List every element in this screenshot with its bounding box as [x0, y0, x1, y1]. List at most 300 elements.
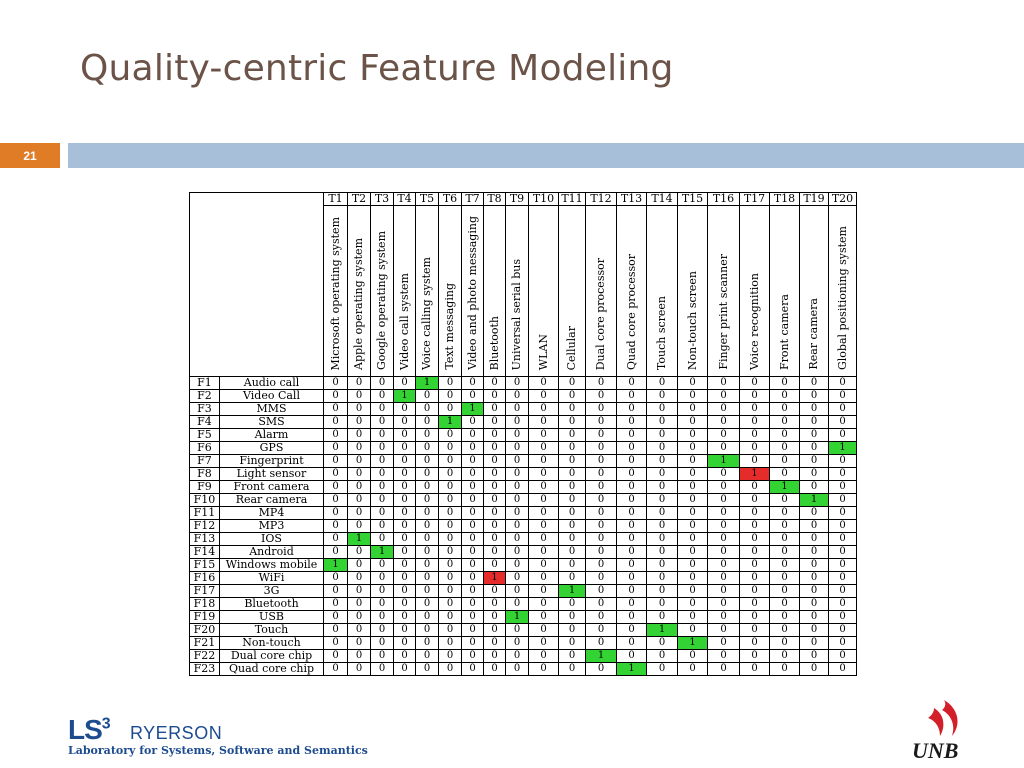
matrix-cell: 0	[617, 507, 647, 520]
matrix-cell: 0	[770, 455, 800, 468]
matrix-cell: 0	[586, 546, 617, 559]
matrix-cell: 0	[617, 624, 647, 637]
matrix-cell: 0	[800, 624, 829, 637]
matrix-cell: 1	[324, 559, 348, 572]
table-row	[190, 481, 857, 494]
matrix-cell: 0	[678, 455, 708, 468]
feature-technology-table	[189, 192, 857, 676]
matrix-cell: 0	[462, 650, 484, 663]
slide-title: Quality-centric Feature Modeling	[80, 48, 674, 89]
matrix-cell: 0	[324, 585, 348, 598]
matrix-cell: 0	[559, 481, 586, 494]
matrix-cell: 0	[324, 481, 348, 494]
technology-name: Apple operating system	[348, 206, 371, 377]
matrix-cell: 0	[770, 377, 800, 390]
matrix-cell: 0	[484, 494, 506, 507]
matrix-cell: 0	[617, 468, 647, 481]
matrix-cell: 0	[740, 650, 770, 663]
matrix-cell: 0	[708, 598, 740, 611]
matrix-cell: 0	[559, 416, 586, 429]
matrix-cell: 0	[829, 572, 857, 585]
matrix-cell: 1	[617, 663, 647, 676]
matrix-cell: 0	[708, 390, 740, 403]
matrix-cell: 0	[740, 624, 770, 637]
technology-id: T7	[462, 193, 484, 206]
matrix-cell: 0	[506, 481, 529, 494]
matrix-cell: 0	[770, 429, 800, 442]
technology-id-row	[190, 193, 857, 206]
matrix-cell: 0	[647, 494, 678, 507]
matrix-cell: 0	[506, 377, 529, 390]
matrix-cell: 0	[371, 416, 394, 429]
matrix-cell: 0	[506, 403, 529, 416]
matrix-cell: 0	[529, 611, 559, 624]
feature-name: Bluetooth	[220, 598, 324, 611]
matrix-cell: 0	[348, 598, 371, 611]
matrix-cell: 0	[800, 416, 829, 429]
matrix-cell: 0	[394, 468, 416, 481]
matrix-cell: 0	[829, 624, 857, 637]
matrix-cell: 0	[324, 442, 348, 455]
matrix-cell: 0	[484, 559, 506, 572]
matrix-cell: 0	[559, 624, 586, 637]
matrix-cell: 0	[559, 429, 586, 442]
matrix-cell: 0	[586, 481, 617, 494]
matrix-cell: 0	[647, 520, 678, 533]
matrix-cell: 0	[439, 546, 462, 559]
matrix-cell: 0	[348, 624, 371, 637]
matrix-cell: 0	[829, 650, 857, 663]
feature-id: F13	[190, 533, 220, 546]
matrix-cell: 0	[484, 377, 506, 390]
matrix-cell: 0	[647, 468, 678, 481]
matrix-cell: 0	[708, 650, 740, 663]
technology-id: T3	[371, 193, 394, 206]
feature-id: F18	[190, 598, 220, 611]
matrix-cell: 0	[484, 442, 506, 455]
matrix-cell: 0	[484, 403, 506, 416]
feature-name: Light sensor	[220, 468, 324, 481]
feature-id: F22	[190, 650, 220, 663]
matrix-cell: 0	[462, 494, 484, 507]
matrix-cell: 0	[770, 637, 800, 650]
matrix-cell: 0	[829, 507, 857, 520]
matrix-cell: 0	[324, 663, 348, 676]
matrix-cell: 0	[529, 494, 559, 507]
matrix-cell: 0	[708, 520, 740, 533]
matrix-cell: 0	[484, 663, 506, 676]
feature-id: F16	[190, 572, 220, 585]
matrix-cell: 0	[439, 377, 462, 390]
technology-id: T18	[770, 193, 800, 206]
matrix-cell: 0	[416, 520, 439, 533]
matrix-cell: 0	[647, 429, 678, 442]
matrix-cell: 0	[529, 481, 559, 494]
feature-id: F8	[190, 468, 220, 481]
matrix-cell: 0	[416, 533, 439, 546]
matrix-cell: 0	[484, 481, 506, 494]
matrix-cell: 0	[529, 624, 559, 637]
matrix-cell: 0	[416, 546, 439, 559]
matrix-cell: 0	[462, 507, 484, 520]
matrix-cell: 0	[416, 455, 439, 468]
matrix-cell: 0	[506, 468, 529, 481]
feature-id: F9	[190, 481, 220, 494]
matrix-cell: 0	[678, 481, 708, 494]
matrix-cell: 0	[740, 507, 770, 520]
matrix-cell: 0	[800, 403, 829, 416]
feature-id: F15	[190, 559, 220, 572]
matrix-cell: 0	[348, 494, 371, 507]
matrix-cell: 0	[324, 611, 348, 624]
matrix-cell: 0	[324, 624, 348, 637]
matrix-cell: 0	[462, 572, 484, 585]
matrix-cell: 0	[506, 520, 529, 533]
matrix-cell: 0	[371, 572, 394, 585]
matrix-cell: 0	[371, 481, 394, 494]
matrix-cell: 0	[394, 507, 416, 520]
technology-id: T14	[647, 193, 678, 206]
matrix-cell: 0	[462, 390, 484, 403]
matrix-cell: 0	[394, 429, 416, 442]
matrix-cell: 0	[371, 611, 394, 624]
unb-logo	[906, 698, 976, 763]
matrix-cell: 0	[324, 520, 348, 533]
matrix-cell: 0	[394, 455, 416, 468]
matrix-cell: 0	[462, 520, 484, 533]
matrix-cell: 0	[506, 429, 529, 442]
matrix-cell: 0	[770, 403, 800, 416]
technology-id: T13	[617, 193, 647, 206]
technology-name: Cellular	[559, 206, 586, 377]
matrix-cell: 0	[829, 429, 857, 442]
matrix-cell: 0	[740, 663, 770, 676]
matrix-cell: 0	[394, 637, 416, 650]
table-row	[190, 416, 857, 429]
matrix-cell: 1	[462, 403, 484, 416]
matrix-cell: 0	[439, 429, 462, 442]
matrix-cell: 0	[559, 390, 586, 403]
slide-number: 21	[0, 143, 60, 168]
matrix-cell: 0	[324, 507, 348, 520]
matrix-cell: 0	[506, 572, 529, 585]
feature-id: F14	[190, 546, 220, 559]
matrix-cell: 0	[506, 507, 529, 520]
matrix-cell: 0	[529, 507, 559, 520]
matrix-cell: 0	[617, 611, 647, 624]
matrix-cell: 1	[708, 455, 740, 468]
matrix-cell: 0	[416, 416, 439, 429]
matrix-cell: 0	[678, 507, 708, 520]
matrix-cell: 0	[829, 663, 857, 676]
technology-id: T9	[506, 193, 529, 206]
matrix-cell: 0	[506, 663, 529, 676]
table-row	[190, 403, 857, 416]
matrix-cell: 0	[439, 663, 462, 676]
matrix-cell: 0	[371, 637, 394, 650]
matrix-cell: 0	[371, 494, 394, 507]
matrix-cell: 0	[800, 663, 829, 676]
matrix-cell: 0	[800, 442, 829, 455]
matrix-cell: 0	[371, 650, 394, 663]
matrix-cell: 0	[678, 598, 708, 611]
matrix-cell: 0	[708, 494, 740, 507]
matrix-cell: 0	[394, 598, 416, 611]
matrix-cell: 0	[829, 611, 857, 624]
matrix-cell: 0	[484, 611, 506, 624]
technology-id: T20	[829, 193, 857, 206]
matrix-cell: 0	[506, 533, 529, 546]
feature-id: F19	[190, 611, 220, 624]
matrix-cell: 0	[348, 611, 371, 624]
matrix-cell: 0	[348, 377, 371, 390]
matrix-cell: 0	[647, 546, 678, 559]
matrix-cell: 0	[506, 416, 529, 429]
matrix-cell: 0	[770, 390, 800, 403]
technology-name: Video call system	[394, 206, 416, 377]
matrix-cell: 0	[348, 520, 371, 533]
matrix-cell: 0	[647, 611, 678, 624]
matrix-cell: 0	[324, 455, 348, 468]
matrix-cell: 0	[529, 559, 559, 572]
matrix-cell: 0	[678, 416, 708, 429]
matrix-cell: 0	[529, 572, 559, 585]
matrix-cell: 0	[740, 546, 770, 559]
matrix-cell: 0	[770, 520, 800, 533]
matrix-cell: 0	[586, 533, 617, 546]
matrix-cell: 0	[647, 416, 678, 429]
matrix-cell: 0	[324, 598, 348, 611]
matrix-cell: 0	[770, 598, 800, 611]
matrix-cell: 0	[484, 598, 506, 611]
matrix-cell: 0	[647, 598, 678, 611]
unb-text: UNB	[912, 738, 959, 763]
matrix-cell: 0	[800, 533, 829, 546]
matrix-cell: 0	[348, 455, 371, 468]
matrix-cell: 0	[462, 377, 484, 390]
feature-name: Video Call	[220, 390, 324, 403]
matrix-cell: 0	[740, 481, 770, 494]
matrix-cell: 0	[647, 455, 678, 468]
table-row	[190, 507, 857, 520]
technology-id: T6	[439, 193, 462, 206]
matrix-cell: 0	[708, 442, 740, 455]
matrix-cell: 0	[416, 611, 439, 624]
matrix-cell: 0	[506, 442, 529, 455]
matrix-cell: 0	[740, 520, 770, 533]
feature-name: WiFi	[220, 572, 324, 585]
feature-id: F7	[190, 455, 220, 468]
matrix-cell: 0	[829, 637, 857, 650]
matrix-cell: 0	[394, 663, 416, 676]
matrix-cell: 0	[586, 403, 617, 416]
matrix-cell: 0	[529, 585, 559, 598]
matrix-cell: 0	[348, 572, 371, 585]
matrix-cell: 0	[708, 559, 740, 572]
matrix-cell: 0	[617, 559, 647, 572]
matrix-cell: 0	[829, 416, 857, 429]
technology-name: Bluetooth	[484, 206, 506, 377]
matrix-cell: 0	[647, 442, 678, 455]
matrix-cell: 0	[708, 546, 740, 559]
matrix-cell: 0	[740, 442, 770, 455]
matrix-cell: 0	[529, 429, 559, 442]
feature-id: F20	[190, 624, 220, 637]
matrix-cell: 0	[348, 481, 371, 494]
matrix-cell: 0	[559, 637, 586, 650]
matrix-cell: 0	[586, 442, 617, 455]
table-row	[190, 533, 857, 546]
technology-name: Dual core processor	[586, 206, 617, 377]
matrix-cell: 0	[708, 507, 740, 520]
matrix-cell: 0	[740, 533, 770, 546]
matrix-cell: 0	[529, 663, 559, 676]
matrix-cell: 0	[770, 572, 800, 585]
matrix-cell: 0	[829, 377, 857, 390]
feature-name: USB	[220, 611, 324, 624]
matrix-cell: 0	[394, 559, 416, 572]
matrix-cell: 0	[506, 650, 529, 663]
matrix-cell: 0	[371, 585, 394, 598]
matrix-cell: 0	[529, 403, 559, 416]
matrix-cell: 1	[559, 585, 586, 598]
matrix-cell: 0	[708, 585, 740, 598]
table-row	[190, 650, 857, 663]
matrix-cell: 0	[800, 520, 829, 533]
matrix-cell: 0	[394, 624, 416, 637]
matrix-cell: 0	[324, 533, 348, 546]
matrix-cell: 0	[394, 585, 416, 598]
matrix-cell: 0	[647, 650, 678, 663]
matrix-cell: 0	[371, 455, 394, 468]
matrix-cell: 0	[439, 468, 462, 481]
matrix-cell: 0	[484, 546, 506, 559]
matrix-cell: 0	[439, 637, 462, 650]
matrix-cell: 0	[678, 663, 708, 676]
matrix-cell: 0	[800, 455, 829, 468]
table-row	[190, 520, 857, 533]
matrix-cell: 0	[394, 520, 416, 533]
matrix-cell: 0	[462, 624, 484, 637]
technology-name: Quad core processor	[617, 206, 647, 377]
feature-id: F17	[190, 585, 220, 598]
matrix-cell: 0	[484, 468, 506, 481]
matrix-cell: 1	[416, 377, 439, 390]
matrix-cell: 0	[740, 611, 770, 624]
matrix-cell: 0	[800, 429, 829, 442]
matrix-cell: 0	[770, 611, 800, 624]
matrix-cell: 0	[829, 598, 857, 611]
matrix-cell: 0	[559, 442, 586, 455]
matrix-cell: 0	[708, 468, 740, 481]
matrix-cell: 0	[529, 533, 559, 546]
matrix-cell: 0	[617, 572, 647, 585]
matrix-cell: 0	[462, 663, 484, 676]
matrix-cell: 0	[439, 442, 462, 455]
matrix-cell: 0	[708, 377, 740, 390]
matrix-cell: 0	[770, 416, 800, 429]
matrix-cell: 0	[484, 520, 506, 533]
table-row	[190, 390, 857, 403]
matrix-cell: 0	[484, 585, 506, 598]
matrix-cell: 0	[770, 559, 800, 572]
matrix-cell: 0	[770, 546, 800, 559]
feature-id: F10	[190, 494, 220, 507]
matrix-cell: 0	[800, 468, 829, 481]
matrix-cell: 0	[371, 468, 394, 481]
matrix-cell: 0	[617, 481, 647, 494]
matrix-cell: 0	[678, 585, 708, 598]
matrix-cell: 0	[800, 377, 829, 390]
matrix-cell: 0	[586, 377, 617, 390]
matrix-cell: 0	[678, 468, 708, 481]
feature-id: F21	[190, 637, 220, 650]
table-row	[190, 585, 857, 598]
matrix-cell: 0	[506, 546, 529, 559]
feature-name: Audio call	[220, 377, 324, 390]
matrix-cell: 0	[416, 598, 439, 611]
matrix-cell: 0	[371, 377, 394, 390]
matrix-cell: 0	[416, 442, 439, 455]
matrix-cell: 0	[416, 624, 439, 637]
matrix-cell: 0	[348, 390, 371, 403]
technology-name: Finger print scanner	[708, 206, 740, 377]
matrix-cell: 0	[770, 468, 800, 481]
matrix-cell: 0	[439, 559, 462, 572]
matrix-cell: 0	[740, 572, 770, 585]
matrix-cell: 0	[506, 494, 529, 507]
matrix-cell: 0	[462, 468, 484, 481]
matrix-cell: 0	[740, 429, 770, 442]
matrix-cell: 1	[740, 468, 770, 481]
matrix-cell: 0	[529, 546, 559, 559]
matrix-cell: 0	[586, 494, 617, 507]
matrix-cell: 0	[506, 455, 529, 468]
matrix-cell: 0	[371, 663, 394, 676]
technology-name: Global positioning system	[829, 206, 857, 377]
matrix-cell: 0	[800, 390, 829, 403]
matrix-cell: 0	[348, 403, 371, 416]
matrix-cell: 0	[740, 416, 770, 429]
matrix-cell: 0	[559, 559, 586, 572]
matrix-cell: 0	[506, 585, 529, 598]
feature-id: F4	[190, 416, 220, 429]
matrix-cell: 0	[529, 455, 559, 468]
matrix-cell: 0	[586, 585, 617, 598]
matrix-cell: 0	[506, 390, 529, 403]
technology-id: T19	[800, 193, 829, 206]
matrix-cell: 0	[371, 429, 394, 442]
matrix-cell: 0	[586, 637, 617, 650]
matrix-cell: 1	[647, 624, 678, 637]
matrix-cell: 0	[678, 390, 708, 403]
matrix-cell: 0	[324, 468, 348, 481]
matrix-cell: 0	[647, 559, 678, 572]
matrix-cell: 0	[770, 650, 800, 663]
matrix-cell: 0	[484, 624, 506, 637]
matrix-cell: 0	[800, 598, 829, 611]
matrix-cell: 0	[439, 533, 462, 546]
matrix-cell: 0	[647, 507, 678, 520]
technology-id: T2	[348, 193, 371, 206]
matrix-cell: 0	[416, 663, 439, 676]
matrix-cell: 0	[647, 585, 678, 598]
matrix-cell: 0	[617, 650, 647, 663]
matrix-cell: 0	[586, 520, 617, 533]
matrix-cell: 0	[829, 533, 857, 546]
matrix-cell: 0	[371, 390, 394, 403]
matrix-cell: 0	[484, 390, 506, 403]
